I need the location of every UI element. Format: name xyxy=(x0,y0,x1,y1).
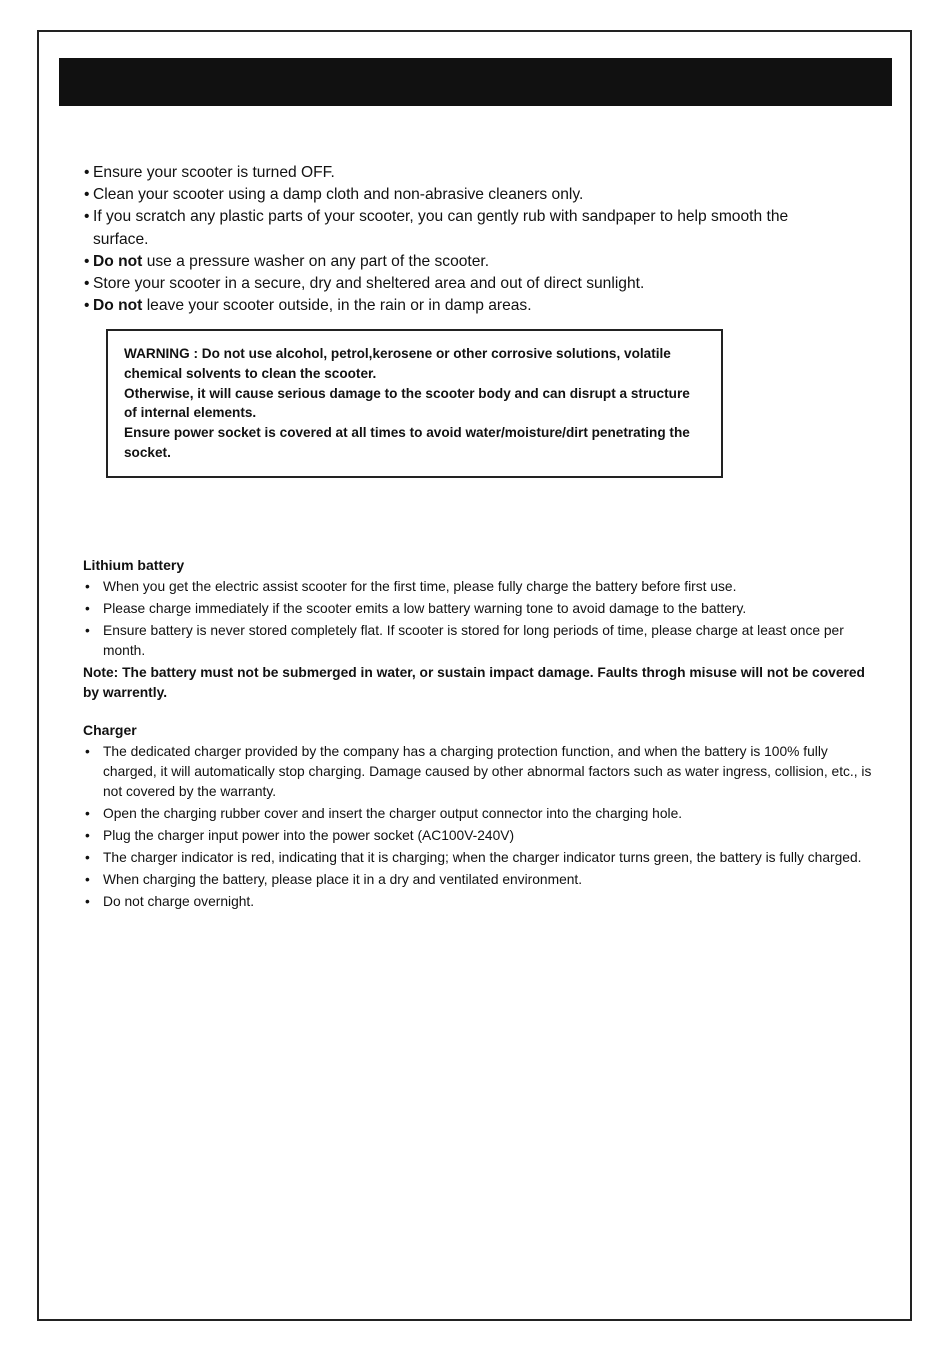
emphasis-text: Do not xyxy=(93,297,143,315)
battery-item: • Please charge immediately if the scooter emits a low battery warning tone to avoid damage to the battery. xyxy=(83,599,883,619)
warning-text: Ensure power socket is covered at all times to avoid water/moisture/dirt penetrating the socket. xyxy=(124,425,690,460)
cleaning-item: • Ensure your scooter is turned OFF. xyxy=(84,162,804,184)
charger-item: • Plug the charger input power into the power socket (AC100V-240V) xyxy=(83,826,883,846)
warning-text: Otherwise, it will cause serious damage to the scooter body and can disrupt a structure of internal elements. xyxy=(124,385,690,421)
warning-text: WARNING : Do not use alcohol, petrol,kerosene or other corrosive solutions, volatile chemical solvents to clean the scooter. xyxy=(124,346,671,381)
battery-section xyxy=(83,555,883,703)
battery-list xyxy=(83,577,883,661)
cleaning-item: • Do not use a pressure washer on any part of the scooter. xyxy=(84,251,804,273)
charger-list xyxy=(83,742,883,912)
cleaning-instructions-list xyxy=(84,162,804,317)
battery-section-title: Lithium battery xyxy=(83,557,185,573)
cleaning-item: • If you scratch any plastic parts of your scooter, you can gently rub with sandpaper to help smooth the surface. xyxy=(84,206,804,250)
charger-item: • When charging the battery, please place it in a dry and ventilated environment. xyxy=(83,870,883,890)
charger-item: • The charger indicator is red, indicating that it is charging; when the charger indicator turns green, the battery is fully charged. xyxy=(83,848,883,868)
warning-box xyxy=(106,329,723,478)
battery-note: Note: The battery must not be submerged in water, or sustain impact damage. Faults throgh misuse will not be covered by warrently. xyxy=(83,665,865,700)
battery-item: • When you get the electric assist scooter for the first time, please fully charge the battery before first use. xyxy=(83,577,883,597)
emphasis-text: Do not xyxy=(93,252,143,270)
cleaning-item: • Do not leave your scooter outside, in the rain or in damp areas. xyxy=(84,295,804,317)
battery-item: • Ensure battery is never stored completely flat. If scooter is stored for long periods of time, please charge at least once per month. xyxy=(83,621,883,661)
charger-item: • The dedicated charger provided by the company has a charging protection function, and when the battery is 100% fully charged, it will automatically stop charging. Damage caused by other abnormal factors such as water ingress, collision, etc., is not covered by the warranty. xyxy=(83,742,883,802)
section-header-bar xyxy=(59,58,892,106)
cleaning-item: • Clean your scooter using a damp cloth and non-abrasive cleaners only. xyxy=(84,184,804,206)
charger-item: • Do not charge overnight. xyxy=(83,892,883,912)
charger-section-title: Charger xyxy=(83,722,137,738)
charger-item: • Open the charging rubber cover and insert the charger output connector into the charging hole. xyxy=(83,804,883,824)
charger-section xyxy=(83,720,883,914)
cleaning-item: • Store your scooter in a secure, dry and sheltered area and out of direct sunlight. xyxy=(84,273,804,295)
